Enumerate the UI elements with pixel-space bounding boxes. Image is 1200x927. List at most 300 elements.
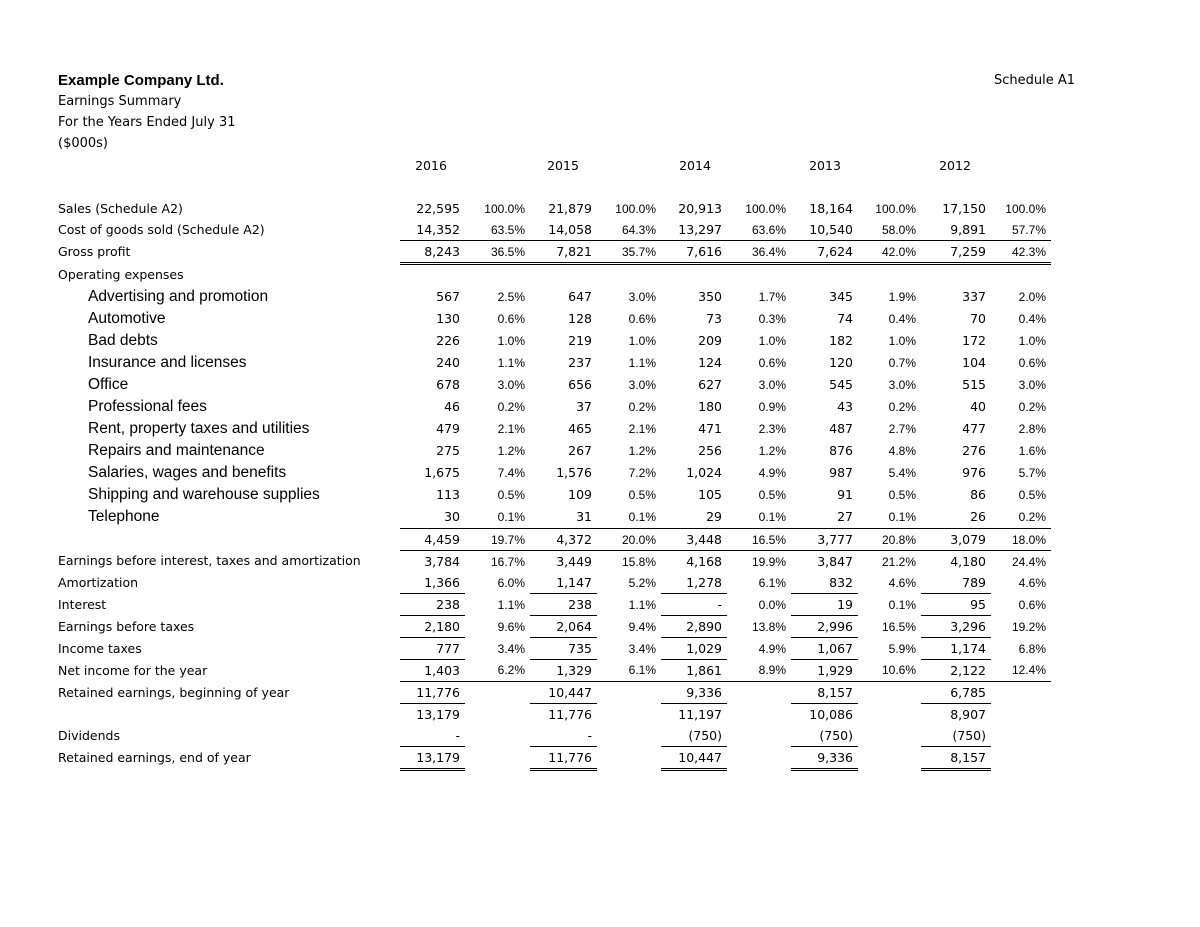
value-cell: 976	[962, 465, 986, 480]
row-label: Earnings before interest, taxes and amortization	[58, 553, 361, 569]
table-row-gross-profit	[52, 241, 1051, 264]
percent-cell: 57.7%	[991, 219, 1051, 241]
value-cell: 267	[568, 443, 592, 458]
value-cell: 26	[921, 506, 991, 529]
percent-cell: 3.0%	[758, 378, 786, 392]
percent-cell: 0.4%	[888, 312, 916, 326]
value-cell: 219	[568, 333, 592, 348]
percent-cell	[597, 682, 661, 704]
value-cell: -	[661, 594, 727, 616]
percent-cell: 16.7%	[490, 554, 525, 569]
percent-cell: 0.5%	[1018, 488, 1046, 502]
percent-cell: 3.0%	[888, 378, 916, 392]
value-cell: 1,929	[791, 660, 858, 682]
percent-cell: 4.8%	[888, 444, 916, 458]
percent-cell: 0.2%	[888, 400, 916, 414]
percent-cell: 1.1%	[497, 356, 525, 370]
value-cell	[530, 264, 597, 287]
value-cell: 11,197	[678, 706, 722, 722]
row-label: Telephone	[88, 508, 160, 526]
percent-cell: 8.9%	[727, 660, 791, 682]
table-row-dividends	[52, 725, 1051, 747]
percent-cell: 2.1%	[628, 422, 656, 436]
percent-cell	[465, 682, 530, 704]
percent-cell: 1.0%	[497, 334, 525, 348]
value-cell: 4,168	[686, 553, 722, 569]
percent-cell: 36.5%	[465, 241, 530, 264]
value-cell: 1,366	[400, 572, 465, 594]
value-cell: 182	[829, 333, 853, 348]
percent-cell: 0.6%	[758, 356, 786, 370]
value-cell: 10,447	[530, 682, 597, 704]
value-cell: 104	[962, 355, 986, 370]
percent-cell: 0.0%	[758, 597, 786, 612]
value-cell: 40	[970, 399, 986, 414]
value-cell: 656	[568, 377, 592, 392]
value-cell: 74	[837, 311, 853, 326]
row-label: Sales (Schedule A2)	[58, 200, 183, 216]
value-cell: 1,329	[530, 660, 597, 682]
percent-cell: 3.0%	[1018, 378, 1046, 392]
percent-cell: 100.0%	[875, 201, 916, 216]
percent-cell: 19.2%	[1011, 619, 1046, 634]
percent-cell: 1.1%	[628, 597, 656, 612]
value-cell: 113	[436, 487, 460, 502]
percent-cell: 0.5%	[758, 488, 786, 502]
value-cell: 226	[436, 333, 460, 348]
percent-cell	[727, 704, 791, 726]
percent-cell	[597, 264, 661, 287]
percent-cell	[597, 747, 661, 770]
percent-cell: 0.6%	[1018, 597, 1046, 612]
report-units: ($000s)	[58, 136, 109, 151]
percent-cell: 3.4%	[497, 641, 525, 656]
percent-cell	[465, 725, 530, 747]
value-cell: 1,024	[686, 465, 722, 480]
value-cell: 3,079	[921, 529, 991, 551]
percent-cell	[597, 704, 661, 726]
percent-cell	[991, 682, 1051, 704]
value-cell: 43	[837, 399, 853, 414]
percent-cell: 1.0%	[758, 334, 786, 348]
row-label: Net income for the year	[58, 662, 208, 678]
percent-cell	[858, 264, 921, 287]
value-cell: -	[530, 725, 597, 747]
percent-cell: 0.1%	[858, 506, 921, 529]
year-header-2013: 2013	[809, 158, 841, 173]
value-cell: 73	[706, 311, 722, 326]
year-header-2014: 2014	[679, 158, 711, 173]
value-cell: 735	[530, 638, 597, 660]
value-cell: 627	[698, 377, 722, 392]
value-cell: 2,890	[661, 616, 727, 638]
table-row-bad-debts	[52, 330, 1051, 352]
value-cell: 13,297	[661, 219, 727, 241]
value-cell: 1,147	[530, 572, 597, 594]
row-label: Retained earnings, beginning of year	[58, 684, 290, 700]
percent-cell: 0.5%	[497, 488, 525, 502]
row-label: Repairs and maintenance	[88, 442, 265, 459]
value-cell: 987	[829, 465, 853, 480]
value-cell: 14,352	[400, 219, 465, 241]
table-row-net-income	[52, 660, 1051, 682]
value-cell: 27	[791, 506, 858, 529]
value-cell: 3,296	[921, 616, 991, 638]
percent-cell: 19.9%	[751, 554, 786, 569]
row-label: Income taxes	[58, 640, 142, 656]
percent-cell: 19.7%	[465, 529, 530, 551]
value-cell: 9,336	[791, 747, 858, 770]
percent-cell: 3.4%	[628, 641, 656, 656]
percent-cell: 63.5%	[465, 219, 530, 241]
value-cell: 37	[576, 399, 592, 414]
percent-cell: 42.0%	[858, 241, 921, 264]
value-cell: 3,784	[424, 553, 460, 569]
percent-cell	[858, 704, 921, 726]
percent-cell: 100.0%	[745, 201, 786, 216]
value-cell: 11,776	[548, 706, 592, 722]
row-label: Automotive	[88, 310, 166, 327]
value-cell: 4,372	[530, 529, 597, 551]
value-cell	[791, 264, 858, 287]
percent-cell	[727, 747, 791, 770]
value-cell: 1,278	[661, 572, 727, 594]
percent-cell: 5.2%	[628, 575, 656, 590]
table-row-insurance	[52, 352, 1051, 374]
percent-cell: 16.5%	[727, 529, 791, 551]
value-cell: (750)	[661, 725, 727, 747]
percent-cell: 4.9%	[758, 466, 786, 480]
percent-cell: 42.3%	[991, 241, 1051, 264]
percent-cell: 5.9%	[888, 641, 916, 656]
report-period: For the Years Ended July 31	[58, 115, 236, 130]
row-label: Gross profit	[58, 244, 131, 259]
percent-cell	[465, 704, 530, 726]
value-cell: 8,907	[950, 706, 986, 722]
table-row-automotive	[52, 308, 1051, 330]
value-cell: 567	[436, 289, 460, 304]
value-cell: 109	[568, 487, 592, 502]
percent-cell	[991, 264, 1051, 287]
value-cell: 2,064	[530, 616, 597, 638]
value-cell: 13,179	[400, 747, 465, 770]
value-cell: 6,785	[921, 682, 991, 704]
value-cell: 777	[400, 638, 465, 660]
percent-cell: 2.7%	[888, 422, 916, 436]
value-cell: 7,616	[661, 241, 727, 264]
row-label: Dividends	[58, 727, 120, 743]
percent-cell: 3.0%	[628, 290, 656, 304]
value-cell: 238	[400, 594, 465, 616]
value-cell: 10,447	[661, 747, 727, 770]
percent-cell: 58.0%	[858, 219, 921, 241]
percent-cell: 4.6%	[1018, 575, 1046, 590]
percent-cell: 100.0%	[484, 201, 525, 216]
percent-cell: 24.4%	[1011, 554, 1046, 569]
percent-cell: 2.0%	[1018, 290, 1046, 304]
percent-cell: 1.2%	[758, 444, 786, 458]
percent-cell: 3.0%	[628, 378, 656, 392]
percent-cell: 0.3%	[758, 312, 786, 326]
value-cell: -	[400, 725, 465, 747]
percent-cell: 0.2%	[1018, 400, 1046, 414]
value-cell: 1,067	[791, 638, 858, 660]
percent-cell	[727, 682, 791, 704]
percent-cell: 1.2%	[628, 444, 656, 458]
value-cell: 180	[698, 399, 722, 414]
value-cell: 21,879	[548, 200, 592, 216]
percent-cell: 7.4%	[497, 466, 525, 480]
percent-cell: 100.0%	[615, 201, 656, 216]
row-label: Salaries, wages and benefits	[88, 464, 287, 481]
value-cell: 7,259	[921, 241, 991, 264]
table-row-retained-earnings-beginning	[52, 682, 1051, 704]
percent-cell: 64.3%	[597, 219, 661, 241]
value-cell: 8,243	[400, 241, 465, 264]
percent-cell: 2.5%	[497, 290, 525, 304]
value-cell: 3,777	[791, 529, 858, 551]
table-row-rent	[52, 418, 1051, 440]
value-cell: 8,157	[791, 682, 858, 704]
percent-cell: 36.4%	[727, 241, 791, 264]
value-cell: 678	[436, 377, 460, 392]
value-cell: 1,029	[661, 638, 727, 660]
value-cell: 4,180	[950, 553, 986, 569]
percent-cell: 20.8%	[858, 529, 921, 551]
row-label: Interest	[58, 596, 107, 612]
percent-cell: 1.0%	[1018, 334, 1046, 348]
value-cell: 471	[698, 421, 722, 436]
value-cell: 9,891	[921, 219, 991, 241]
row-label: Amortization	[58, 574, 139, 590]
percent-cell	[465, 747, 530, 770]
percent-cell: 9.4%	[628, 619, 656, 634]
row-label: Retained earnings, end of year	[58, 750, 251, 765]
table-row-salaries	[52, 462, 1051, 484]
value-cell: 31	[530, 506, 597, 529]
year-header-2012: 2012	[939, 158, 971, 173]
percent-cell: 35.7%	[597, 241, 661, 264]
table-row-ebita	[52, 551, 1051, 573]
value-cell: 240	[436, 355, 460, 370]
percent-cell: 0.4%	[1018, 312, 1046, 326]
value-cell: 275	[436, 443, 460, 458]
table-row-advertising	[52, 286, 1051, 308]
row-label: Bad debts	[88, 332, 158, 349]
percent-cell: 0.7%	[888, 356, 916, 370]
percent-cell: 0.2%	[497, 400, 525, 414]
value-cell: 11,776	[400, 682, 465, 704]
percent-cell: 6.1%	[597, 660, 661, 682]
percent-cell: 6.0%	[497, 575, 525, 590]
percent-cell	[727, 264, 791, 287]
value-cell: 4,459	[400, 529, 465, 551]
percent-cell: 6.8%	[1018, 641, 1046, 656]
value-cell: 18,164	[809, 200, 853, 216]
row-label: Professional fees	[88, 398, 207, 415]
percent-cell: 15.8%	[621, 554, 656, 569]
percent-cell: 0.1%	[727, 506, 791, 529]
percent-cell: 13.8%	[751, 619, 786, 634]
value-cell: 3,449	[556, 553, 592, 569]
value-cell: 545	[829, 377, 853, 392]
value-cell: 130	[436, 311, 460, 326]
percent-cell: 9.6%	[497, 619, 525, 634]
value-cell: 7,624	[791, 241, 858, 264]
value-cell: 91	[837, 487, 853, 502]
value-cell: 120	[829, 355, 853, 370]
row-label: Operating expenses	[58, 266, 184, 282]
value-cell: 647	[568, 289, 592, 304]
percent-cell	[465, 264, 530, 287]
value-cell: 70	[970, 311, 986, 326]
value-cell: 3,847	[817, 553, 853, 569]
value-cell: 1,174	[921, 638, 991, 660]
percent-cell: 0.2%	[991, 506, 1051, 529]
value-cell: 13,179	[416, 706, 460, 722]
report-title: Earnings Summary	[58, 94, 182, 109]
value-cell: 479	[436, 421, 460, 436]
value-cell: 10,540	[791, 219, 858, 241]
percent-cell: 0.5%	[628, 488, 656, 502]
value-cell: 487	[829, 421, 853, 436]
value-cell: 172	[962, 333, 986, 348]
percent-cell: 7.2%	[628, 466, 656, 480]
value-cell: 29	[661, 506, 727, 529]
value-cell	[400, 264, 465, 287]
value-cell	[661, 264, 727, 287]
table-row-amortization	[52, 572, 1051, 594]
row-label: Shipping and warehouse supplies	[88, 486, 320, 503]
table-row-income-taxes	[52, 638, 1051, 660]
value-cell: 46	[444, 399, 460, 414]
percent-cell: 21.2%	[881, 554, 916, 569]
value-cell: 238	[530, 594, 597, 616]
percent-cell	[991, 704, 1051, 726]
value-cell: 95	[921, 594, 991, 616]
value-cell: 1,403	[400, 660, 465, 682]
percent-cell: 6.1%	[758, 575, 786, 590]
value-cell: 209	[698, 333, 722, 348]
table-row-interest	[52, 594, 1051, 616]
percent-cell: 10.6%	[858, 660, 921, 682]
value-cell: 14,058	[530, 219, 597, 241]
percent-cell: 16.5%	[881, 619, 916, 634]
value-cell: 86	[970, 487, 986, 502]
percent-cell: 4.9%	[758, 641, 786, 656]
value-cell: 30	[400, 506, 465, 529]
percent-cell: 1.2%	[497, 444, 525, 458]
year-header-2015: 2015	[547, 158, 579, 173]
percent-cell	[858, 682, 921, 704]
value-cell	[921, 264, 991, 287]
value-cell: 17,150	[942, 200, 986, 216]
value-cell: 7,821	[530, 241, 597, 264]
table-row-sales	[52, 198, 1051, 219]
percent-cell	[991, 747, 1051, 770]
value-cell: 465	[568, 421, 592, 436]
percent-cell: 0.1%	[888, 597, 916, 612]
value-cell: 2,180	[400, 616, 465, 638]
value-cell: 337	[962, 289, 986, 304]
percent-cell	[597, 725, 661, 747]
table-row-office	[52, 374, 1051, 396]
value-cell: 350	[698, 289, 722, 304]
row-label: Insurance and licenses	[88, 354, 247, 371]
percent-cell: 1.7%	[758, 290, 786, 304]
table-row-earnings-before-taxes	[52, 616, 1051, 638]
value-cell: 20,913	[678, 200, 722, 216]
percent-cell: 0.6%	[497, 312, 525, 326]
value-cell: 3,448	[661, 529, 727, 551]
value-cell: 256	[698, 443, 722, 458]
value-cell: 832	[791, 572, 858, 594]
value-cell: 19	[791, 594, 858, 616]
percent-cell: 5.4%	[888, 466, 916, 480]
value-cell: 515	[962, 377, 986, 392]
value-cell: 11,776	[530, 747, 597, 770]
company-name: Example Company Ltd.	[58, 72, 224, 89]
table-row-cost-of-goods-sold	[52, 219, 1051, 241]
row-label: Office	[88, 376, 129, 393]
percent-cell: 0.1%	[465, 506, 530, 529]
percent-cell	[858, 725, 921, 747]
row-label: Cost of goods sold (Schedule A2)	[58, 221, 265, 237]
percent-cell: 0.1%	[597, 506, 661, 529]
percent-cell: 1.9%	[888, 290, 916, 304]
value-cell: 237	[568, 355, 592, 370]
value-cell: 477	[962, 421, 986, 436]
percent-cell: 6.2%	[465, 660, 530, 682]
value-cell: 105	[698, 487, 722, 502]
percent-cell: 63.6%	[727, 219, 791, 241]
percent-cell	[991, 725, 1051, 747]
value-cell: (750)	[921, 725, 991, 747]
value-cell: 789	[921, 572, 991, 594]
percent-cell: 1.1%	[628, 356, 656, 370]
value-cell: 128	[568, 311, 592, 326]
percent-cell: 0.5%	[888, 488, 916, 502]
value-cell: (750)	[791, 725, 858, 747]
earnings-table	[52, 198, 1051, 771]
percent-cell: 2.8%	[1018, 422, 1046, 436]
table-row-total-operating-expenses	[52, 529, 1051, 551]
percent-cell: 0.6%	[628, 312, 656, 326]
percent-cell: 100.0%	[1005, 201, 1046, 216]
value-cell: 10,086	[809, 706, 853, 722]
percent-cell: 2.1%	[497, 422, 525, 436]
percent-cell: 0.2%	[628, 400, 656, 414]
table-row-retained-earnings-subtotal	[52, 704, 1051, 726]
percent-cell	[727, 725, 791, 747]
table-row-telephone	[52, 506, 1051, 529]
value-cell: 345	[829, 289, 853, 304]
value-cell: 1,861	[661, 660, 727, 682]
percent-cell: 20.0%	[597, 529, 661, 551]
table-row-professional-fees	[52, 396, 1051, 418]
table-row-shipping	[52, 484, 1051, 506]
percent-cell: 0.6%	[1018, 356, 1046, 370]
value-cell: 2,996	[791, 616, 858, 638]
value-cell: 876	[829, 443, 853, 458]
value-cell: 1,675	[424, 465, 460, 480]
value-cell: 1,576	[556, 465, 592, 480]
table-row-operating-expenses-heading	[52, 264, 1051, 287]
value-cell: 124	[698, 355, 722, 370]
schedule-label: Schedule A1	[994, 73, 1076, 88]
value-cell: 2,122	[921, 660, 991, 682]
value-cell: 22,595	[416, 200, 460, 216]
